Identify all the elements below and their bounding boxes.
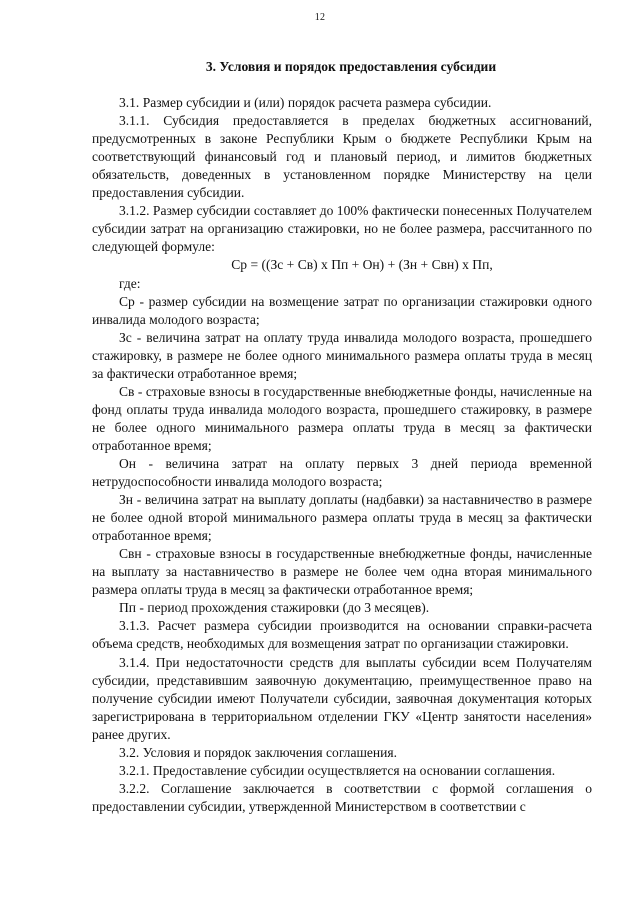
definition-sr: Ср - размер субсидии на возмещение затрат по организации стажировки одного инвалида молодого возраста; [92, 293, 592, 327]
paragraph-3-2: 3.2. Условия и порядок заключения соглашения. [119, 744, 398, 760]
definition-zn: Зн - величина затрат на выплату доплаты (надбавки) за наставничество в размере не более одной второй минимального размера оплаты труда в месяц за фактически отработанное время; [92, 492, 592, 544]
paragraph-3-2-1: 3.2.1. Предоставление субсидии осуществляется на основании соглашения. [119, 762, 556, 778]
definition-svn: Свн - страховые взносы в государственные внебюджетные фонды, начисленные на выплату за наставничество в размере не более чем одна вторая минимального размера оплаты труда в месяц за фактически отработанное время; [92, 546, 592, 598]
paragraph-3-2-2: 3.2.2. Соглашение заключается в соответствии с формой соглашения о предоставлении субсидии, утвержденной Министерством в соответствии с [92, 780, 592, 814]
paragraph-3-1-4: 3.1.4. При недостаточности средств для выплаты субсидии всем Получателям субсидии, представившим заявочную документацию, преимущественное право на получение субсидии имеют Получатели субсидии, заявочная документация которых зарегистрирована в территориальном отделении ГКУ «Центр занятости населения» ранее других. [92, 654, 592, 742]
paragraph-3-1-3: 3.1.3. Расчет размера субсидии производится на основании справки-расчета объема средств, необходимых для возмещения затрат по организации стажировки. [92, 618, 592, 652]
formula-where: где: [119, 275, 141, 291]
document-body [92, 58, 592, 816]
subsidy-formula: Ср = ((Зс + Св) х Пп + Он) + (Зн + Свн) х Пп, [231, 257, 493, 273]
paragraph-3-1-1: 3.1.1. Субсидия предоставляется в пределах бюджетных ассигнований, предусмотренных в законе Республики Крым о бюджете Республики Крым на соответствующий финансовый год и плановый период, и лимитов бюджетных обязательств, доведенных в установленном порядке Министерству на цели предоставления субсидии. [92, 113, 592, 201]
paragraph-3-1-2: 3.1.2. Размер субсидии составляет до 100% фактически понесенных Получателем субсидии затрат на организацию стажировки, но не более размера, рассчитанного по следующей формуле: [92, 203, 592, 255]
paragraph-3-1: 3.1. Размер субсидии и (или) порядок расчета размера субсидии. [119, 95, 492, 111]
definition-on: Он - величина затрат на оплату первых 3 дней периода временной нетрудоспособности инвалида молодого возраста; [92, 455, 592, 490]
definition-pp: Пп - период прохождения стажировки (до 3 месяцев). [119, 600, 430, 616]
definition-sv: Св - страховые взносы в государственные внебюджетные фонды, начисленные на фонд оплаты труда инвалида молодого возраста, прошедшего стажировку, в размере не более одного минимального размера оплаты труда в месяц за фактически отработанное время; [92, 383, 592, 453]
page-number: 12 [314, 12, 326, 23]
definition-zs: Зс - величина затрат на оплату труда инвалида молодого возраста, прошедшего стажировку, в размере не более одного минимального размера оплаты труда в месяц за фактически отработанное время; [92, 329, 592, 381]
section-title: 3. Условия и порядок предоставления субсидии [205, 59, 497, 74]
